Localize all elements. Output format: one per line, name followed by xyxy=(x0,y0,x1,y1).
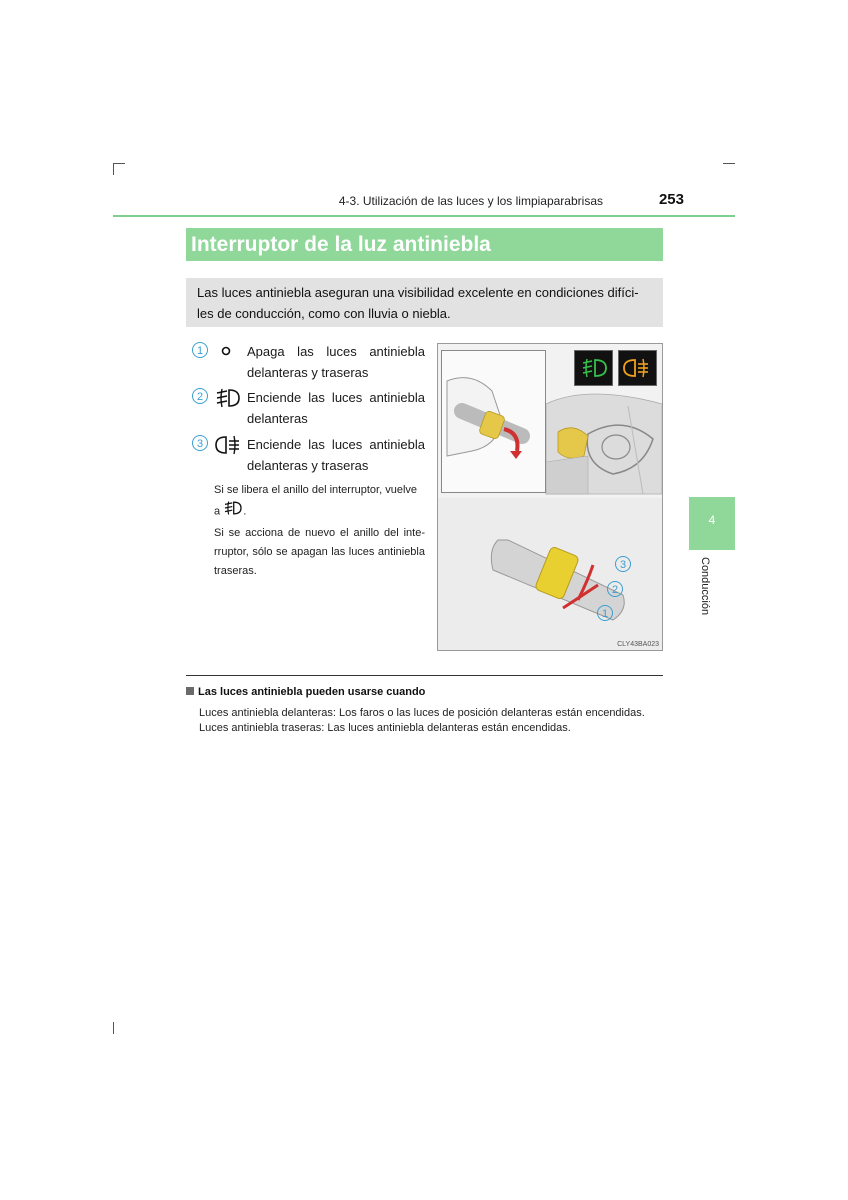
dashboard-illustration xyxy=(438,344,662,498)
header-rule xyxy=(113,215,735,217)
front-fog-light-icon xyxy=(223,500,243,523)
list-item-3 xyxy=(192,434,426,476)
crop-mark xyxy=(113,1022,114,1034)
off-circle-icon xyxy=(215,341,239,366)
figure-code: CLY43BA023 xyxy=(617,641,659,648)
note-release xyxy=(214,481,425,523)
hand-switch-inset xyxy=(441,350,546,493)
figure-callout-2: 2 xyxy=(607,581,623,597)
callout-number: 3 xyxy=(192,435,208,451)
chapter-tab: 4 xyxy=(689,497,735,550)
rear-fog-indicator-icon xyxy=(618,350,657,386)
switch-illustration xyxy=(437,343,663,651)
front-fog-indicator-icon xyxy=(574,350,613,386)
section-title: Interruptor de la luz antiniebla xyxy=(186,228,663,261)
bullet-square-icon xyxy=(186,687,194,695)
crop-mark xyxy=(113,163,125,164)
crop-mark xyxy=(723,163,735,164)
conditions-line-front: Luces antiniebla delanteras: Los faros o las luces de posición delanteras están encendidas. xyxy=(199,707,645,719)
page-number: 253 xyxy=(658,191,684,208)
note-rear-off: Si se acciona de nuevo el anillo del inte-rruptor, sólo se apagan las luces antiniebla traseras. xyxy=(214,527,425,577)
figure-callout-3: 3 xyxy=(615,556,631,572)
divider xyxy=(186,675,663,676)
list-item-1 xyxy=(192,341,426,383)
chapter-label xyxy=(697,557,717,627)
conditions-heading xyxy=(186,686,425,698)
intro-box: Las luces antiniebla aseguran una visibilidad excelente en condiciones difíci-les de conducción, como con lluvia o niebla. xyxy=(186,278,663,327)
switch-detail-illustration xyxy=(438,500,662,650)
conditions-line-rear: Luces antiniebla traseras: Las luces antiniebla delanteras están encendidas. xyxy=(199,722,571,734)
callout-number: 2 xyxy=(192,388,208,404)
front-fog-light-icon xyxy=(215,387,241,414)
list-item-text: Enciende las luces antiniebla delanteras xyxy=(247,390,425,426)
list-item-text: Enciende las luces antiniebla delanteras y traseras xyxy=(247,437,425,473)
conditions-heading-text: Las luces antiniebla pueden usarse cuando xyxy=(198,686,426,698)
list-item-2 xyxy=(192,387,426,429)
running-header: 4-3. Utilización de las luces y los limpiaparabrisas xyxy=(338,194,603,208)
crop-mark xyxy=(113,163,114,175)
list-item-text: Apaga las luces antiniebla delanteras y traseras xyxy=(247,344,425,380)
chapter-label-text: Conducción xyxy=(699,557,711,616)
callout-number: 1 xyxy=(192,342,208,358)
rear-fog-light-icon xyxy=(215,434,241,461)
figure-callout-1: 1 xyxy=(597,605,613,621)
note-text-suffix: . xyxy=(243,505,247,518)
note-text: Si se libera el anillo del interruptor, vuelve a xyxy=(214,484,418,518)
